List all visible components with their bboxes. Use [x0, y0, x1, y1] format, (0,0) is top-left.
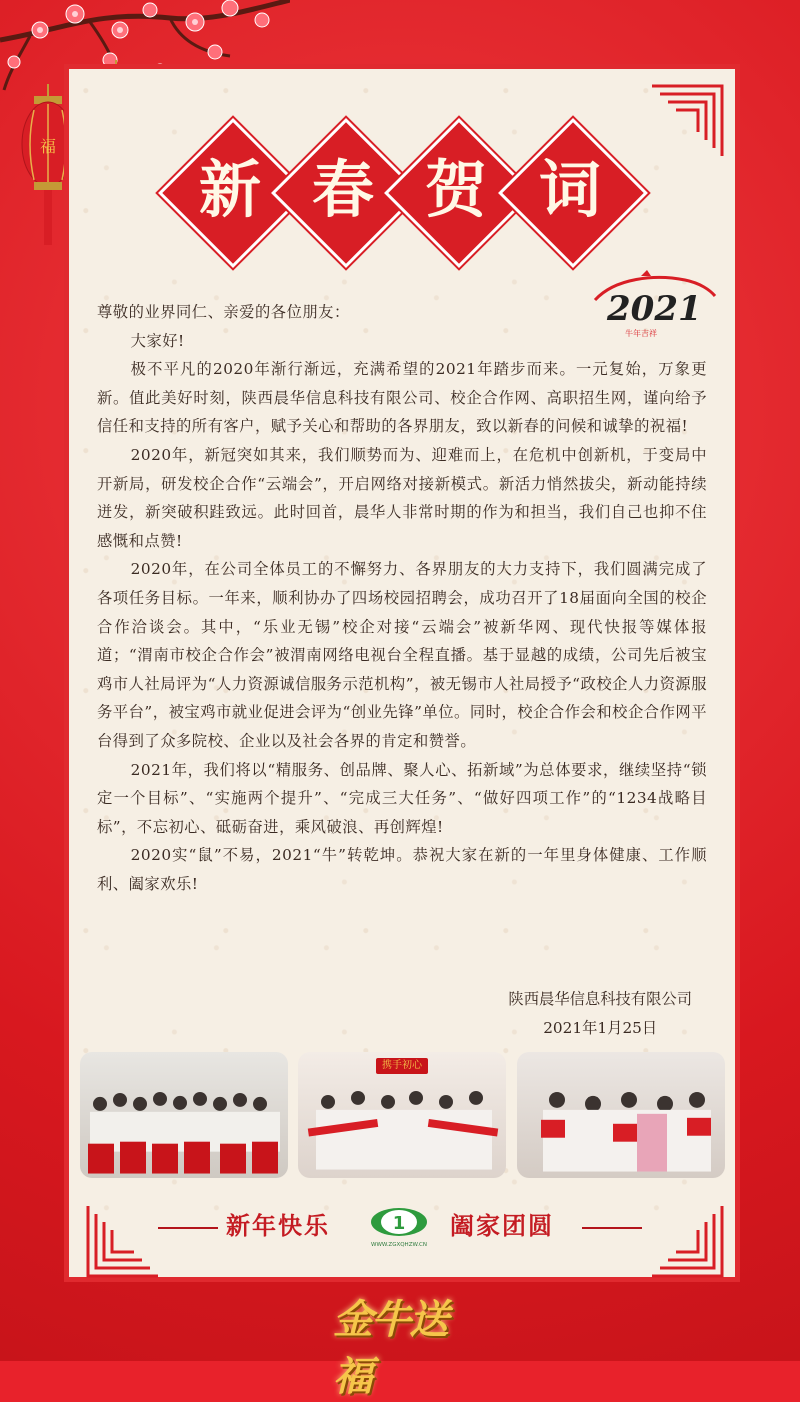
svg-text:WWW.ZGXQHZW.CN: WWW.ZGXQHZW.CN — [371, 1242, 427, 1248]
letter-paragraph: 2020年，在公司全体员工的不懈努力、各界朋友的大力支持下，我们圆满完成了各项任务目标。一年来，顺利协办了四场校园招聘会，成功召开了18届面向全国的校企合作洽谈会。其中，“乐业无锡”校企对接“云端会”被新华网、现代快报等媒体报道；“渭南市校企合作会”被渭南网络电视台全程直播。基于显越的成绩，公司先后被宝鸡市人社局评为“人力资源诚信服务示范机构”，被无锡市人社局授予“政校企人力资源服务平台”，被宝鸡市就业促进会评为“创业先锋”单位。同时，校企合作会和校企合作网平台得到了众多院校、企业以及社会各界的肯定和赞誉。 — [97, 560, 707, 750]
signature-company: 陕西晨华信息科技有限公司 — [508, 990, 692, 1008]
corner-ornament-top-right — [650, 82, 730, 162]
title-diamond: 新 — [160, 120, 300, 260]
golden-ox-blessing-badge: 金牛送福 — [333, 1296, 447, 1400]
svg-text:2021: 2021 — [607, 289, 702, 329]
photo-strip — [80, 1052, 725, 1180]
svg-text:牛年吉祥: 牛年吉祥 — [625, 329, 657, 338]
photo-banner: 携手初心 — [376, 1058, 428, 1074]
letter-paragraph: 2021年，我们将以“精服务、创品牌、聚人心、拓新域”为总体要求，继续坚持“锁定一个目标”、“实施两个提升”、“完成三大任务”、“做好四项工作”的“1234战略目标”，不忘初心、砥砺奋进，乘风破浪、再创辉煌! — [97, 760, 707, 836]
group-photo — [517, 1052, 725, 1178]
footer-right-text: 阖家团圆 — [450, 1211, 554, 1240]
group-photo — [298, 1052, 506, 1178]
group-photo — [80, 1052, 288, 1178]
letter-paragraph: 2020年，新冠突如其来，我们顺势而为、迎难而上，在危机中创新机，于变局中开新局，研发校企合作“云端会”，开启网络对接新模式。新活力悄然拔尖，新动能持续迸发，新突破积跬致远。此时回首，晨华人非常时期的作为和担当，我们自己也抑不住感慨和点赞! — [97, 445, 707, 550]
title-diamond: 春 — [273, 120, 413, 260]
corner-ornament-bottom-right — [650, 1200, 730, 1280]
svg-text:1: 1 — [392, 1213, 406, 1234]
letter-paragraph: 大家好! — [130, 331, 185, 350]
page-title — [160, 120, 640, 260]
corner-ornament-bottom-left — [80, 1200, 160, 1280]
title-diamond: 贺 — [386, 120, 526, 260]
company-logo — [366, 1202, 432, 1250]
letter-paragraph: 极不平凡的2020年渐行渐远，充满希望的2021年踏步而来。一元复始，万象更新。值此美好时刻，陕西晨华信息科技有限公司、校企合作网、高职招生网，谨向给予信任和支持的所有客户，赋予关心和帮助的各界朋友，致以新春的问候和诚挚的祝福! — [97, 360, 707, 436]
signature-date: 2021年1月25日 — [543, 1019, 658, 1037]
divider — [582, 1227, 642, 1229]
divider — [158, 1227, 218, 1229]
signature-block — [508, 985, 692, 1043]
footer-left-text: 新年快乐 — [226, 1211, 330, 1240]
footer-greeting — [158, 1202, 642, 1250]
letter-body — [97, 298, 707, 898]
letter-paragraph: 2020实“鼠”不易，2021“牛”转乾坤。恭祝大家在新的一年里身体健康、工作顺利、阖家欢乐! — [97, 846, 707, 893]
letter-greeting: 尊敬的业界同仁、亲爱的各位朋友： — [97, 303, 350, 321]
title-diamond: 词 — [500, 120, 640, 260]
svg-text:福: 福 — [39, 137, 57, 156]
